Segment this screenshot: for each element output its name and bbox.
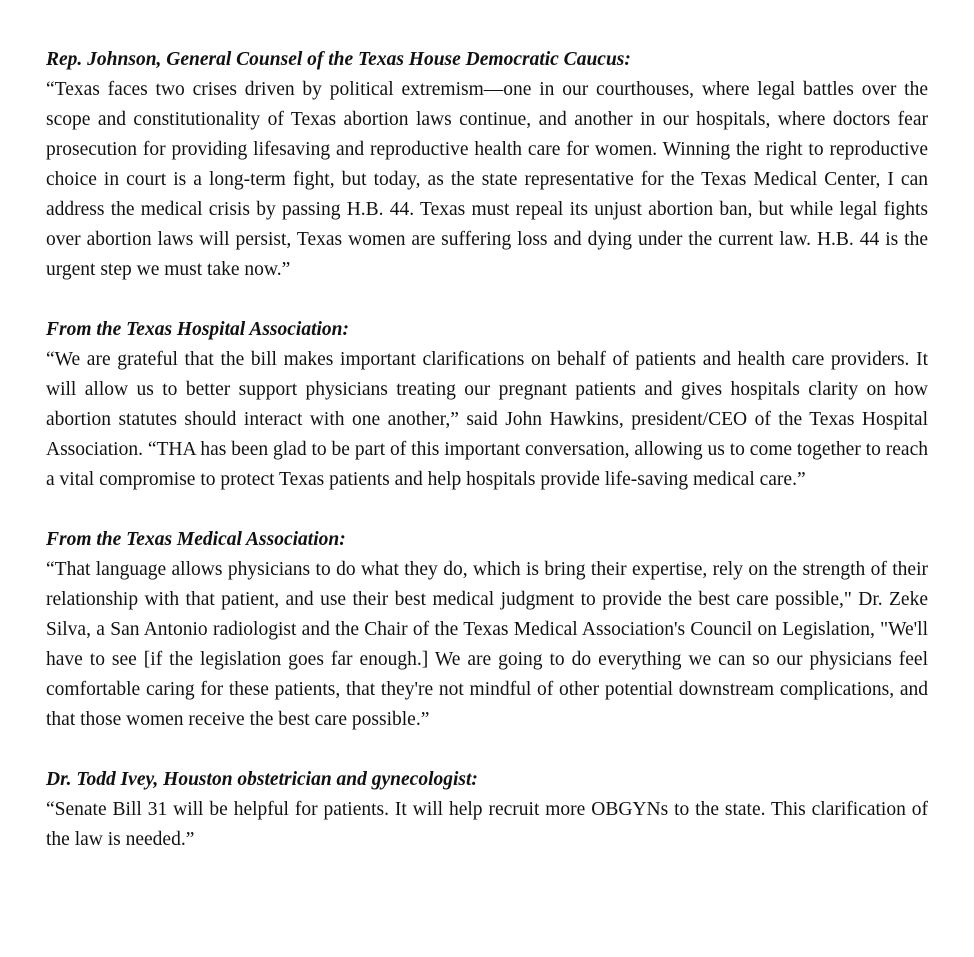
section-quote: “Texas faces two crises driven by political extremism—one in our courthouses, where legal battles over the scope and constitutionality of Texas abortion laws continue, and another in our hospitals, where doctors fear prosecution for providing lifesaving and reproductive health care for women. Winning the right to reproductive choice in court is a long-term fight, but today, as the state representative for the Texas Medical Center, I can address the medical crisis by passing H.B. 44. Texas must repeal its unjust abortion ban, but while legal fights over abortion laws will persist, Texas women are suffering loss and dying under the current law. H.B. 44 is the urgent step we must take now.” — [46, 79, 928, 280]
section-quote: “We are grateful that the bill makes important clarifications on behalf of patients and health care providers. It will allow us to better support physicians treating our pregnant patients and gives hospitals clarity on how abortion statutes should interact with one another,” said John Hawkins, president/CEO of the Texas Hospital Association. “THA has been glad to be part of this important conversation, allowing us to come together to reach a vital compromise to protect Texas patients and help hospitals provide life-saving medical care.” — [46, 349, 928, 490]
section-heading: From the Texas Hospital Association: — [46, 319, 350, 340]
section-heading: From the Texas Medical Association: — [46, 529, 346, 550]
section-quote: “Senate Bill 31 will be helpful for patients. It will help recruit more OBGYNs to the state. This clarification of the law is needed.” — [46, 799, 928, 850]
section-heading: Dr. Todd Ivey, Houston obstetrician and gynecologist: — [46, 769, 478, 790]
statement-texas-medical-association — [46, 525, 928, 735]
section-quote: “That language allows physicians to do what they do, which is bring their expertise, rely on the strength of their relationship with that patient, and use their best medical judgment to provide the best care possible," Dr. Zeke Silva, a San Antonio radiologist and the Chair of the Texas Medical Association's Council on Legislation, "We'll have to see [if the legislation goes far enough.] We are going to do everything we can so our physicians feel comfortable caring for these patients, that they're not mindful of other potential downstream complications, and that those women receive the best care possible.” — [46, 559, 928, 730]
statement-dr-todd-ivey — [46, 765, 928, 855]
section-heading: Rep. Johnson, General Counsel of the Texas House Democratic Caucus: — [46, 49, 631, 70]
statement-texas-hospital-association — [46, 315, 928, 495]
statement-rep-johnson — [46, 45, 928, 285]
